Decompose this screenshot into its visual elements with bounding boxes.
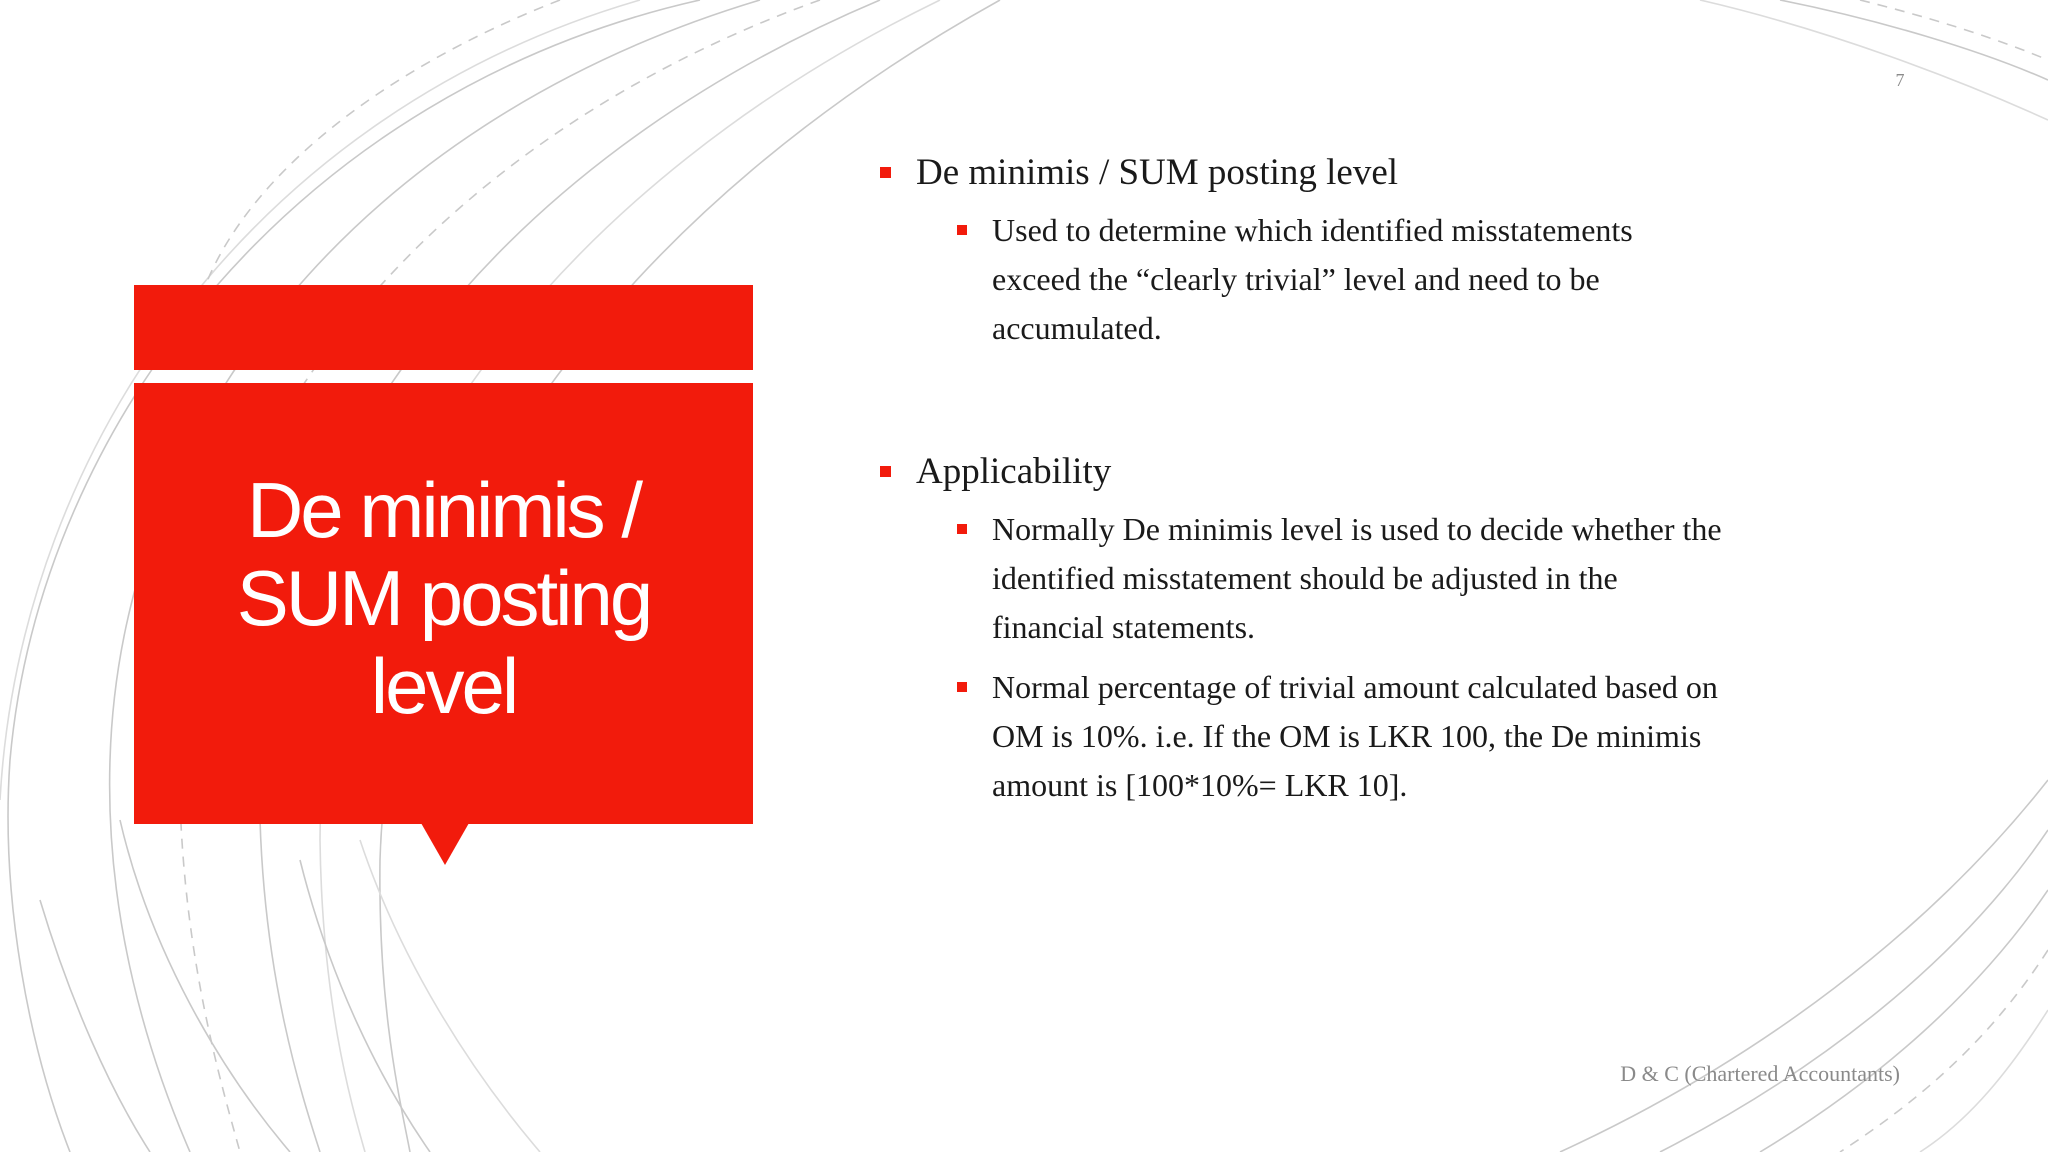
bullet-level-2 bbox=[880, 505, 1900, 652]
bullet-line: OM is 10%. i.e. If the OM is LKR 100, the De minimis bbox=[992, 718, 1702, 754]
bullet-line: accumulated. bbox=[992, 310, 1162, 346]
footer-text: D & C (Chartered Accountants) bbox=[1620, 1061, 1900, 1086]
red-square-bullet-icon bbox=[957, 225, 967, 235]
title-accent-bar bbox=[134, 285, 753, 370]
bullet-level-1 bbox=[880, 150, 1900, 196]
bullet-line: identified misstatement should be adjusted in the bbox=[992, 560, 1618, 596]
title-line-1: De minimis / bbox=[246, 465, 641, 554]
title-line-2: SUM posting bbox=[236, 553, 651, 642]
title-box bbox=[134, 383, 753, 824]
bullet-text: Applicability bbox=[916, 451, 1112, 492]
bullet-line: financial statements. bbox=[992, 609, 1256, 645]
bullet-text: De minimis / SUM posting level bbox=[916, 152, 1399, 193]
red-square-bullet-icon bbox=[880, 167, 891, 178]
slide-content bbox=[880, 150, 1900, 810]
bullet-level-2 bbox=[880, 206, 1900, 353]
page-number: 7 bbox=[1895, 70, 1905, 90]
bullet-line: Normally De minimis level is used to decide whether the bbox=[992, 511, 1722, 547]
red-square-bullet-icon bbox=[880, 466, 891, 477]
bullet-line: Normal percentage of trivial amount calculated based on bbox=[992, 669, 1718, 705]
title-line-3: level bbox=[370, 641, 517, 730]
red-square-bullet-icon bbox=[957, 524, 967, 534]
red-square-bullet-icon bbox=[957, 682, 967, 692]
bullet-level-1 bbox=[880, 449, 1900, 495]
bullet-line: exceed the “clearly trivial” level and need to be bbox=[992, 261, 1600, 297]
title-box-pointer bbox=[421, 823, 469, 865]
bullet-line: Used to determine which identified misstatements bbox=[992, 212, 1633, 248]
bullet-line: amount is [100*10%= LKR 10]. bbox=[992, 767, 1408, 803]
slide-title bbox=[237, 466, 651, 730]
bullet-level-2 bbox=[880, 663, 1900, 810]
